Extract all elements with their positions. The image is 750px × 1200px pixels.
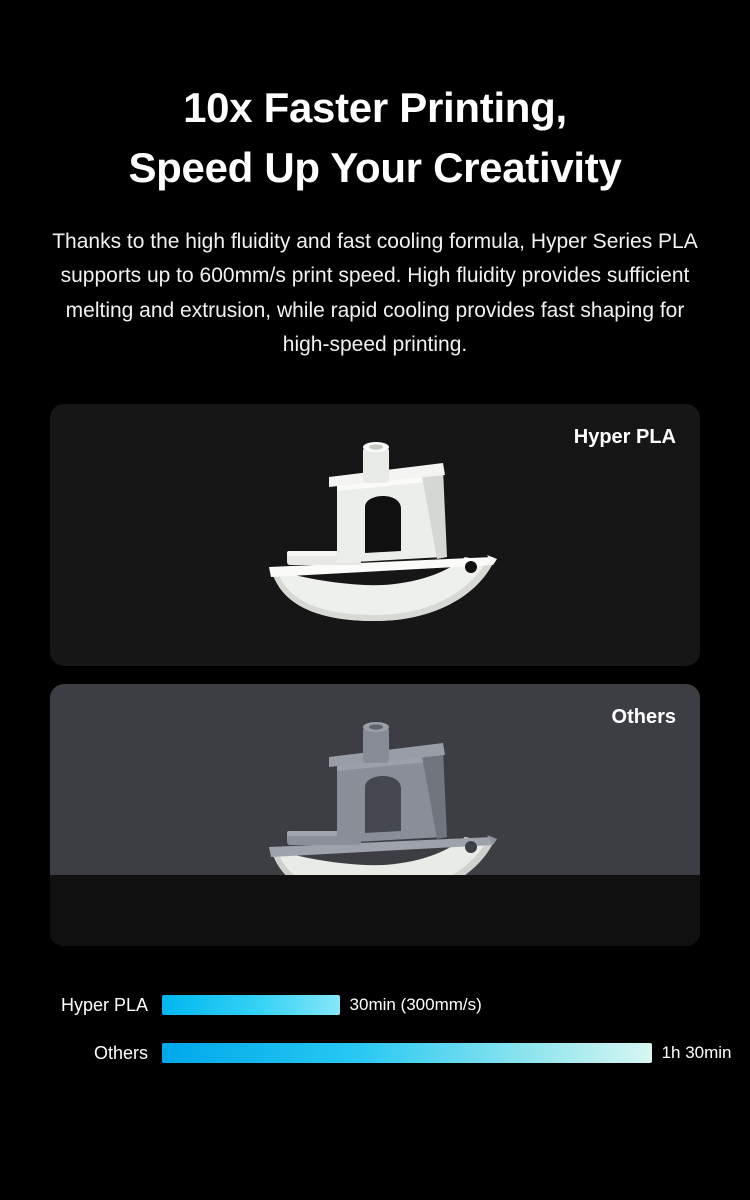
chart-row-others bbox=[50, 1040, 732, 1066]
speed-comparison-chart bbox=[0, 992, 750, 1066]
card-label-hyper-pla: Hyper PLA bbox=[573, 426, 676, 449]
chart-row-hyper-pla bbox=[50, 992, 700, 1018]
page-title-line-2: Speed Up Your Creativity bbox=[128, 143, 622, 191]
chart-value-hyper-pla: 30min (300mm/s) bbox=[349, 995, 482, 1015]
chart-bar-hyper-pla bbox=[162, 995, 340, 1015]
chart-bar-others bbox=[162, 1043, 652, 1063]
card-label-others: Others bbox=[611, 706, 676, 729]
chart-track-hyper-pla bbox=[162, 995, 700, 1015]
page-title-line-1: 10x Faster Printing, bbox=[183, 84, 567, 131]
chart-label-hyper-pla: Hyper PLA bbox=[60, 994, 148, 1015]
page-title bbox=[0, 0, 750, 197]
page-description: Thanks to the high fluidity and fast cooling formula, Hyper Series PLA supports up to 600mm/s print speed. High fluidity provides sufficient melting and extrusion, while rapid cooling provides fast shaping for high-speed printing. bbox=[52, 230, 698, 356]
card-lower-band bbox=[50, 875, 700, 946]
chart-label-others: Others bbox=[93, 1042, 148, 1063]
comparison-card-hyper-pla bbox=[50, 404, 700, 666]
comparison-cards bbox=[0, 404, 750, 946]
chart-value-others: 1h 30min bbox=[661, 1043, 732, 1063]
chart-track-others bbox=[162, 1043, 732, 1063]
comparison-card-others bbox=[50, 684, 700, 946]
